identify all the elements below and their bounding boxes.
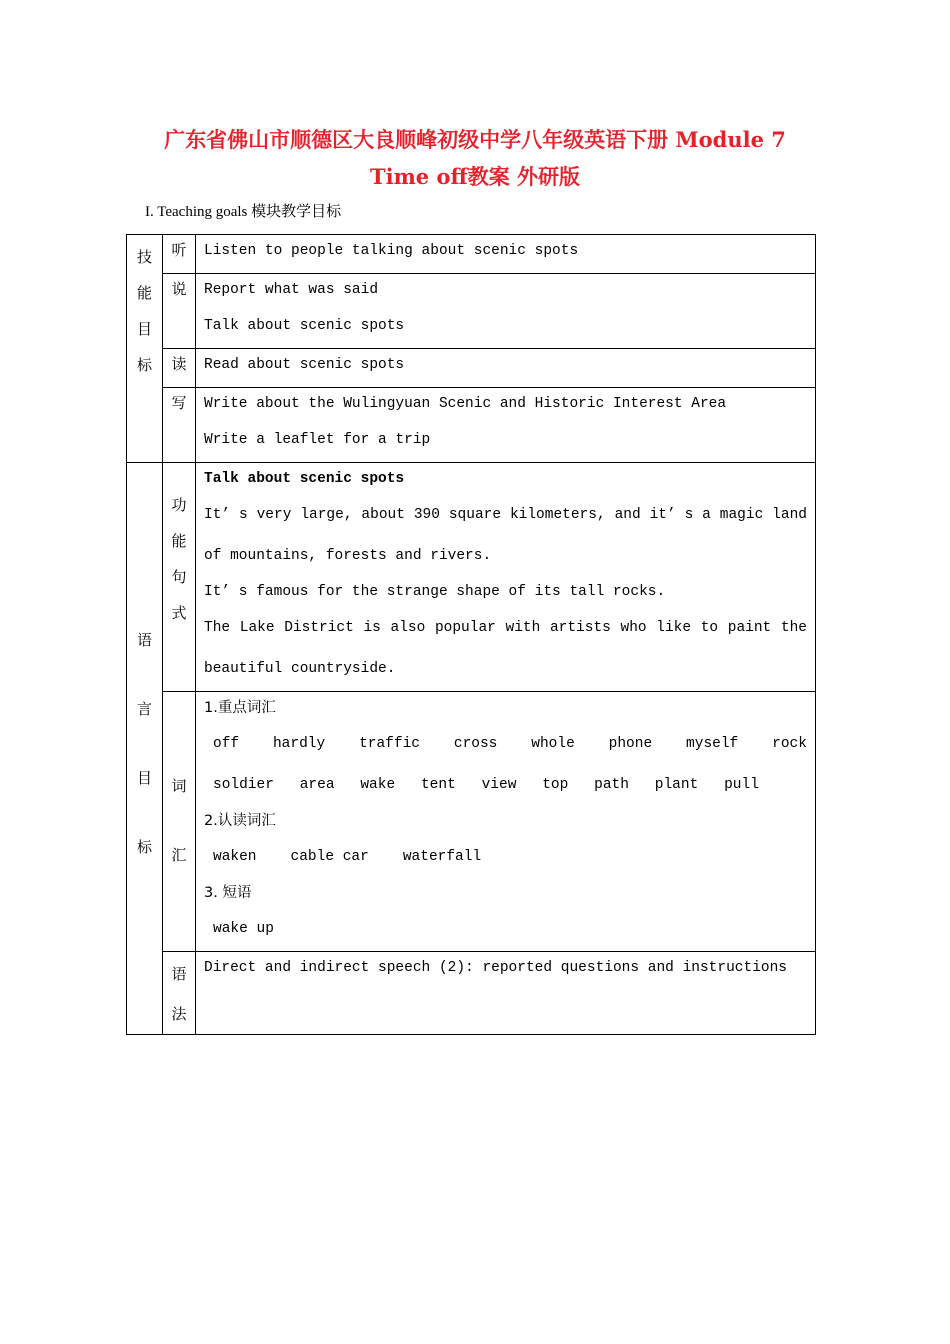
vocab-word: whole xyxy=(531,736,575,752)
grammar-content xyxy=(196,952,816,1035)
functions-label-char: 功 xyxy=(171,496,187,514)
recognize-vocab-row xyxy=(204,843,807,879)
functions-label-char: 能 xyxy=(171,532,187,550)
vocab-word: rock xyxy=(772,736,807,752)
vocab-word: cable car xyxy=(290,849,369,865)
function-sentence: It’ s famous for the strange shape of its tall rocks. xyxy=(204,584,666,600)
reading-content xyxy=(196,349,816,388)
grammar-text: Direct and indirect speech (2): reported questions and instructions xyxy=(204,960,787,976)
skills-category-char: 技 xyxy=(136,248,152,266)
writing-label xyxy=(163,388,196,463)
recognize-vocab-heading: 2.认读词汇 xyxy=(204,813,276,829)
section-heading: I. Teaching goals 模块教学目标 xyxy=(145,204,342,220)
grammar-label-char: 语 xyxy=(171,965,187,983)
vocab-word: myself xyxy=(686,736,739,752)
teaching-goals-table xyxy=(126,234,816,1035)
speaking-label xyxy=(163,274,196,349)
function-sentence: The Lake District is also popular with artists who like to paint the xyxy=(204,620,807,636)
key-vocab-row xyxy=(204,771,807,807)
vocab-word: top xyxy=(542,777,569,793)
reading-label xyxy=(163,349,196,388)
functions-content xyxy=(196,463,816,692)
vocabulary-label-char: 汇 xyxy=(171,846,187,864)
vocab-word: waterfall xyxy=(402,849,482,865)
listening-content xyxy=(196,235,816,274)
vocab-word: waken xyxy=(213,849,257,865)
vocab-word: hardly xyxy=(272,736,326,752)
language-category-cell xyxy=(127,463,163,1035)
speaking-content xyxy=(196,274,816,349)
skills-category-cell xyxy=(127,235,163,463)
vocabulary-content xyxy=(196,692,816,952)
function-sentence: of mountains, forests and rivers. xyxy=(204,548,492,564)
vocab-word: path xyxy=(594,777,629,793)
phrase-item: wake up xyxy=(213,921,274,937)
writing-content xyxy=(196,388,816,463)
vocab-word: view xyxy=(481,777,517,793)
function-sentence: It’ s very large, about 390 square kilometers, and it’ s a magic land xyxy=(204,507,807,523)
document-title-line2: Time off教案 外研版 xyxy=(369,164,581,189)
speaking-line: Talk about scenic spots xyxy=(204,318,405,334)
writing-label-text: 写 xyxy=(171,394,187,412)
vocab-word: traffic xyxy=(359,736,420,752)
grammar-label xyxy=(163,952,196,1035)
vocab-word: soldier xyxy=(213,777,274,793)
listening-label xyxy=(163,235,196,274)
language-category-char: 标 xyxy=(136,837,152,856)
function-sentence: beautiful countryside. xyxy=(204,661,396,677)
language-category-char: 目 xyxy=(136,768,152,787)
phrase-heading: 3. 短语 xyxy=(204,885,252,901)
vocabulary-label xyxy=(163,692,196,952)
speaking-line: Report what was said xyxy=(204,282,379,298)
vocab-word: wake xyxy=(360,777,396,793)
reading-label-text: 读 xyxy=(171,355,187,373)
language-category-char: 言 xyxy=(136,699,152,718)
vocab-word: phone xyxy=(608,736,653,752)
functions-label-char: 式 xyxy=(171,604,187,622)
skills-category-char: 标 xyxy=(136,356,152,374)
document-title-line1: 广东省佛山市顺德区大良顺峰初级中学八年级英语下册 Module 7 xyxy=(164,127,786,152)
skills-category-char: 目 xyxy=(136,320,152,338)
vocabulary-label-char: 词 xyxy=(171,777,187,795)
listening-label-text: 听 xyxy=(171,241,187,259)
language-category-char: 语 xyxy=(136,630,152,649)
grammar-label-char: 法 xyxy=(171,1005,187,1023)
functions-label-char: 句 xyxy=(171,568,187,586)
key-vocab-heading: 1.重点词汇 xyxy=(204,700,276,716)
listening-line: Listen to people talking about scenic spots xyxy=(204,243,579,259)
vocab-word: pull xyxy=(724,777,759,793)
vocab-word: plant xyxy=(654,777,699,793)
vocab-word: cross xyxy=(453,736,498,752)
key-vocab-row xyxy=(204,730,807,771)
vocab-word: tent xyxy=(420,777,456,793)
writing-line: Write about the Wulingyuan Scenic and Historic Interest Area xyxy=(204,396,727,412)
functions-label xyxy=(163,463,196,692)
reading-line: Read about scenic spots xyxy=(204,357,405,373)
vocab-word: area xyxy=(299,777,335,793)
writing-line: Write a leaflet for a trip xyxy=(204,432,431,448)
vocab-word: off xyxy=(213,736,240,752)
speaking-label-text: 说 xyxy=(171,280,187,298)
functions-heading: Talk about scenic spots xyxy=(204,471,405,487)
skills-category-char: 能 xyxy=(136,284,152,302)
